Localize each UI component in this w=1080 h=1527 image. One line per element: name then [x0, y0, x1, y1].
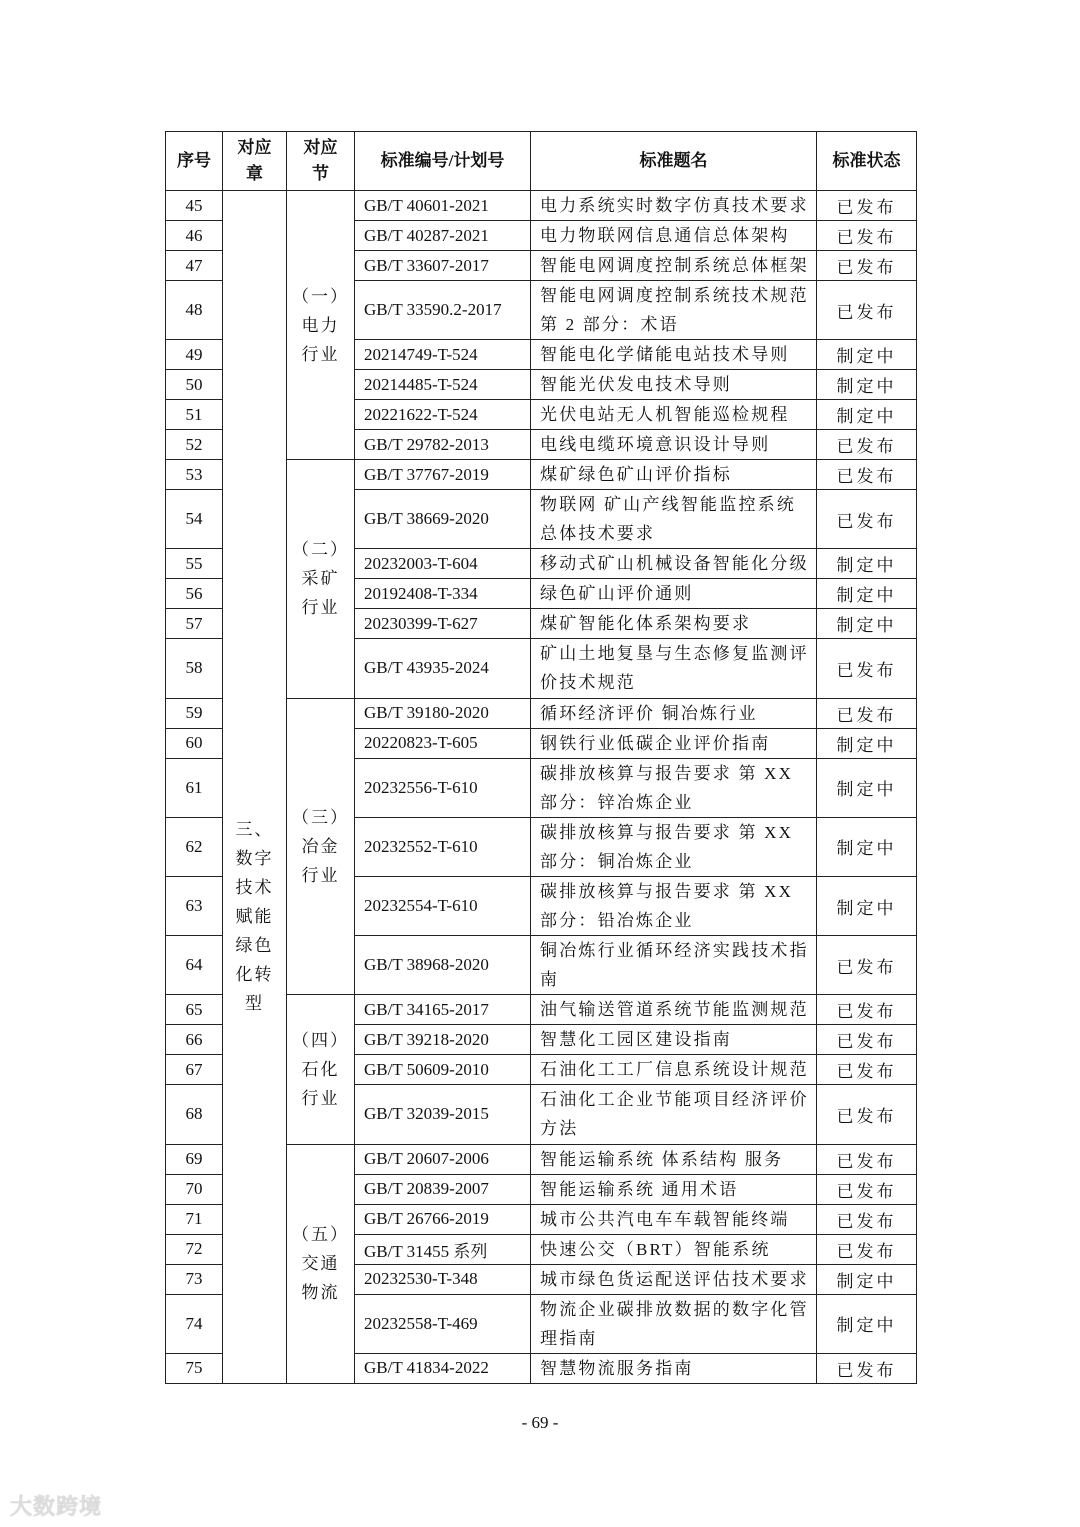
standard-title-line: 碳排放核算与报告要求 第 XX: [540, 822, 794, 842]
standard-title: [531, 251, 817, 281]
standard-status: 已发布: [817, 1353, 917, 1383]
row-number: 55: [166, 549, 223, 579]
header-section-line: 节: [312, 164, 329, 183]
standard-title-line: 快速公交（BRT）智能系统: [540, 1239, 771, 1259]
standard-code: GB/T 29782-2013: [355, 430, 531, 460]
standard-title-line: 煤矿绿色矿山评价指标: [540, 465, 732, 485]
standard-title-line: 智能电化学储能电站技术导则: [540, 345, 790, 365]
standard-title-line: 智慧物流服务指南: [540, 1358, 694, 1378]
standard-status: 制定中: [817, 400, 917, 430]
standard-status: 制定中: [817, 370, 917, 400]
table-header-row: [166, 132, 917, 191]
standard-title-line: 智能光伏发电技术导则: [540, 375, 732, 395]
chapter-cell: [223, 191, 287, 1384]
section-label-line: 行业: [301, 865, 340, 885]
standard-code: GB/T 40601-2021: [355, 191, 531, 221]
standard-code: GB/T 20607-2006: [355, 1144, 531, 1174]
standard-status: 已发布: [817, 995, 917, 1025]
standard-title: [531, 221, 817, 251]
standard-title-line: 物联网 矿山产线智能监控系统: [540, 495, 797, 515]
standard-status: 制定中: [817, 579, 917, 609]
standard-status: 制定中: [817, 876, 917, 935]
header-title: 标准题名: [531, 132, 817, 191]
standard-status: 制定中: [817, 758, 917, 817]
standard-title: [531, 698, 817, 728]
standard-title-line: 铜冶炼行业循环经济实践技术指: [540, 941, 809, 961]
standard-title-line: 智能电网调度控制系统技术规范: [540, 286, 809, 306]
standard-title-line: 第 2 部分：术语: [540, 315, 679, 335]
standard-title: [531, 1353, 817, 1383]
row-number: 45: [166, 191, 223, 221]
standard-title-line: 石油化工工厂信息系统设计规范: [540, 1060, 809, 1080]
standard-code: 20232530-T-348: [355, 1264, 531, 1294]
row-number: 58: [166, 639, 223, 698]
section-label-line: 冶金: [301, 836, 340, 856]
table-row: [166, 191, 917, 221]
standard-status: 已发布: [817, 251, 917, 281]
row-number: 48: [166, 281, 223, 340]
standard-title: [531, 817, 817, 876]
standard-title: [531, 400, 817, 430]
standard-title-line: 电力物联网信息通信总体架构: [540, 226, 790, 245]
row-number: 57: [166, 609, 223, 639]
standard-status: 已发布: [817, 1174, 917, 1204]
standard-code: GB/T 38669-2020: [355, 490, 531, 549]
chapter-label-line: 数字: [235, 849, 274, 869]
standard-status: 已发布: [817, 1204, 917, 1234]
standard-title-line: 智能电网调度控制系统总体框架: [540, 256, 809, 275]
chapter-label-line: 化转: [235, 965, 274, 985]
row-number: 51: [166, 400, 223, 430]
standard-code: GB/T 37767-2019: [355, 460, 531, 490]
row-number: 64: [166, 936, 223, 995]
standard-title: [531, 1264, 817, 1294]
section-label-line: （三）: [292, 807, 349, 827]
standard-title: [531, 639, 817, 698]
standard-status: 制定中: [817, 1264, 917, 1294]
standard-code: GB/T 39180-2020: [355, 698, 531, 728]
standard-title: [531, 936, 817, 995]
standard-title: [531, 1144, 817, 1174]
standard-title-line: 部分：铅冶炼企业: [540, 911, 694, 931]
standard-code: 20192408-T-334: [355, 579, 531, 609]
standard-status: 已发布: [817, 1144, 917, 1174]
standard-code: GB/T 39218-2020: [355, 1025, 531, 1055]
chapter-label-line: 赋能: [235, 907, 274, 927]
section-label-line: 物流: [301, 1283, 340, 1303]
row-number: 47: [166, 251, 223, 281]
standard-code: 20232556-T-610: [355, 758, 531, 817]
standard-code: 20221622-T-524: [355, 400, 531, 430]
standard-title-line: 城市公共汽电车车载智能终端: [540, 1209, 790, 1229]
standard-code: 20214485-T-524: [355, 370, 531, 400]
section-label-line: （二）: [292, 540, 349, 560]
standard-code: GB/T 31455 系列: [355, 1234, 531, 1264]
standard-code: 20232558-T-469: [355, 1294, 531, 1353]
standard-code: 20232552-T-610: [355, 817, 531, 876]
row-number: 75: [166, 1353, 223, 1383]
header-num: 序号: [166, 132, 223, 191]
row-number: 66: [166, 1025, 223, 1055]
row-number: 70: [166, 1174, 223, 1204]
header-chapter: [223, 132, 287, 191]
standard-title-line: 智能运输系统 通用术语: [540, 1179, 739, 1199]
row-number: 59: [166, 698, 223, 728]
row-number: 71: [166, 1204, 223, 1234]
standard-title: [531, 1174, 817, 1204]
row-number: 65: [166, 995, 223, 1025]
section-label-line: 行业: [301, 344, 340, 364]
standard-code: GB/T 41834-2022: [355, 1353, 531, 1383]
standard-status: 制定中: [817, 817, 917, 876]
row-number: 53: [166, 460, 223, 490]
standard-title-line: 光伏电站无人机智能巡检规程: [540, 405, 790, 425]
standard-code: GB/T 26766-2019: [355, 1204, 531, 1234]
standard-title: [531, 370, 817, 400]
standard-title-line: 油气输送管道系统节能监测规范: [540, 1000, 809, 1020]
standard-status: 已发布: [817, 936, 917, 995]
standard-title: [531, 876, 817, 935]
standard-title-line: 总体技术要求: [540, 524, 656, 544]
standard-code: GB/T 32039-2015: [355, 1085, 531, 1144]
chapter-label-line: 三、: [235, 820, 274, 840]
row-number: 67: [166, 1055, 223, 1085]
section-label-line: 交通: [301, 1254, 340, 1274]
standard-status: 制定中: [817, 728, 917, 758]
standard-title-line: 石油化工企业节能项目经济评价: [540, 1090, 809, 1110]
standard-status: 制定中: [817, 609, 917, 639]
standard-code: 20220823-T-605: [355, 728, 531, 758]
standard-code: GB/T 43935-2024: [355, 639, 531, 698]
chapter-label-line: 绿色: [235, 936, 274, 956]
standards-table: [165, 131, 917, 1384]
standard-title-line: 南: [540, 970, 560, 990]
standard-title: [531, 1055, 817, 1085]
standard-title: [531, 579, 817, 609]
section-cell: [287, 698, 355, 995]
standard-title: [531, 430, 817, 460]
standard-title-line: 物流企业碳排放数据的数字化管: [540, 1299, 809, 1319]
standard-title: [531, 1085, 817, 1144]
standard-title: [531, 1294, 817, 1353]
chapter-label-line: 技术: [235, 878, 274, 898]
standard-status: 制定中: [817, 1294, 917, 1353]
section-cell: [287, 191, 355, 460]
standard-status: 已发布: [817, 460, 917, 490]
header-code: 标准编号/计划号: [355, 132, 531, 191]
standard-status: 已发布: [817, 1234, 917, 1264]
standard-status: 已发布: [817, 1025, 917, 1055]
standard-title: [531, 728, 817, 758]
standard-title: [531, 460, 817, 490]
standard-status: 已发布: [817, 221, 917, 251]
standard-title: [531, 1234, 817, 1264]
standard-status: 已发布: [817, 1085, 917, 1144]
standard-title-line: 绿色矿山评价通则: [540, 584, 694, 604]
row-number: 46: [166, 221, 223, 251]
section-label-line: 行业: [301, 598, 340, 618]
row-number: 50: [166, 370, 223, 400]
standard-title: [531, 490, 817, 549]
row-number: 73: [166, 1264, 223, 1294]
standard-title: [531, 1025, 817, 1055]
standard-title-line: 部分：锌冶炼企业: [540, 792, 694, 812]
standard-code: GB/T 20839-2007: [355, 1174, 531, 1204]
section-cell: [287, 1144, 355, 1383]
section-cell: [287, 995, 355, 1144]
section-label-line: 电力: [301, 315, 340, 335]
standard-code: 20232003-T-604: [355, 549, 531, 579]
section-label-line: 行业: [301, 1088, 340, 1108]
standard-code: 20230399-T-627: [355, 609, 531, 639]
row-number: 72: [166, 1234, 223, 1264]
standard-title-line: 电线电缆环境意识设计导则: [540, 435, 771, 455]
row-number: 49: [166, 340, 223, 370]
standard-code: GB/T 38968-2020: [355, 936, 531, 995]
header-status: 标准状态: [817, 132, 917, 191]
standard-status: 已发布: [817, 281, 917, 340]
standard-title: [531, 549, 817, 579]
standard-status: 制定中: [817, 340, 917, 370]
standard-title-line: 循环经济评价 铜冶炼行业: [540, 703, 758, 723]
standard-title: [531, 758, 817, 817]
row-number: 63: [166, 876, 223, 935]
section-label-line: （五）: [292, 1225, 349, 1245]
standard-title: [531, 281, 817, 340]
standard-code: GB/T 34165-2017: [355, 995, 531, 1025]
page-number: - 69 -: [521, 1413, 559, 1432]
standard-title-line: 矿山土地复垦与生态修复监测评: [540, 644, 809, 664]
standard-title-line: 价技术规范: [540, 673, 636, 693]
section-label-line: （一）: [292, 286, 349, 306]
standard-title-line: 城市绿色货运配送评估技术要求: [540, 1269, 809, 1289]
standard-title-line: 电力系统实时数字仿真技术要求: [540, 196, 809, 215]
standard-status: 已发布: [817, 639, 917, 698]
standard-title: [531, 995, 817, 1025]
standard-status: 已发布: [817, 191, 917, 221]
standard-title-line: 智慧化工园区建设指南: [540, 1030, 732, 1050]
standard-title-line: 理指南: [540, 1328, 598, 1348]
row-number: 52: [166, 430, 223, 460]
section-cell: [287, 460, 355, 698]
standard-title-line: 智能运输系统 体系结构 服务: [540, 1149, 784, 1169]
standard-code: GB/T 50609-2010: [355, 1055, 531, 1085]
section-label-line: 石化: [301, 1059, 340, 1079]
standard-title-line: 移动式矿山机械设备智能化分级: [540, 554, 809, 574]
standard-title-line: 碳排放核算与报告要求 第 XX: [540, 763, 794, 783]
standard-title: [531, 191, 817, 221]
standard-title-line: 方法: [540, 1119, 579, 1139]
row-number: 68: [166, 1085, 223, 1144]
header-section-line: 对应: [303, 138, 338, 157]
standard-code: GB/T 40287-2021: [355, 221, 531, 251]
standard-title: [531, 1204, 817, 1234]
section-label-line: 采矿: [301, 569, 340, 589]
row-number: 74: [166, 1294, 223, 1353]
header-chapter-line: 章: [246, 164, 263, 183]
row-number: 56: [166, 579, 223, 609]
standard-status: 制定中: [817, 549, 917, 579]
row-number: 60: [166, 728, 223, 758]
watermark-logo: 大数跨境: [10, 1495, 103, 1520]
standard-status: 已发布: [817, 1055, 917, 1085]
section-label-line: （四）: [292, 1030, 349, 1050]
standard-title: [531, 340, 817, 370]
standard-status: 已发布: [817, 430, 917, 460]
standard-code: 20214749-T-524: [355, 340, 531, 370]
row-number: 62: [166, 817, 223, 876]
chapter-label-line: 型: [245, 994, 264, 1014]
row-number: 61: [166, 758, 223, 817]
standard-title-line: 煤矿智能化体系架构要求: [540, 614, 752, 634]
standard-title-line: 钢铁行业低碳企业评价指南: [540, 733, 771, 753]
standard-title: [531, 609, 817, 639]
standard-status: 已发布: [817, 698, 917, 728]
header-chapter-line: 对应: [237, 138, 272, 157]
standard-status: 已发布: [817, 490, 917, 549]
header-section: [287, 132, 355, 191]
standard-title-line: 碳排放核算与报告要求 第 XX: [540, 882, 794, 902]
row-number: 69: [166, 1144, 223, 1174]
table-body: [166, 191, 917, 1384]
standard-title-line: 部分：铜冶炼企业: [540, 851, 694, 871]
standard-code: 20232554-T-610: [355, 876, 531, 935]
standard-code: GB/T 33607-2017: [355, 251, 531, 281]
row-number: 54: [166, 490, 223, 549]
standard-code: GB/T 33590.2-2017: [355, 281, 531, 340]
